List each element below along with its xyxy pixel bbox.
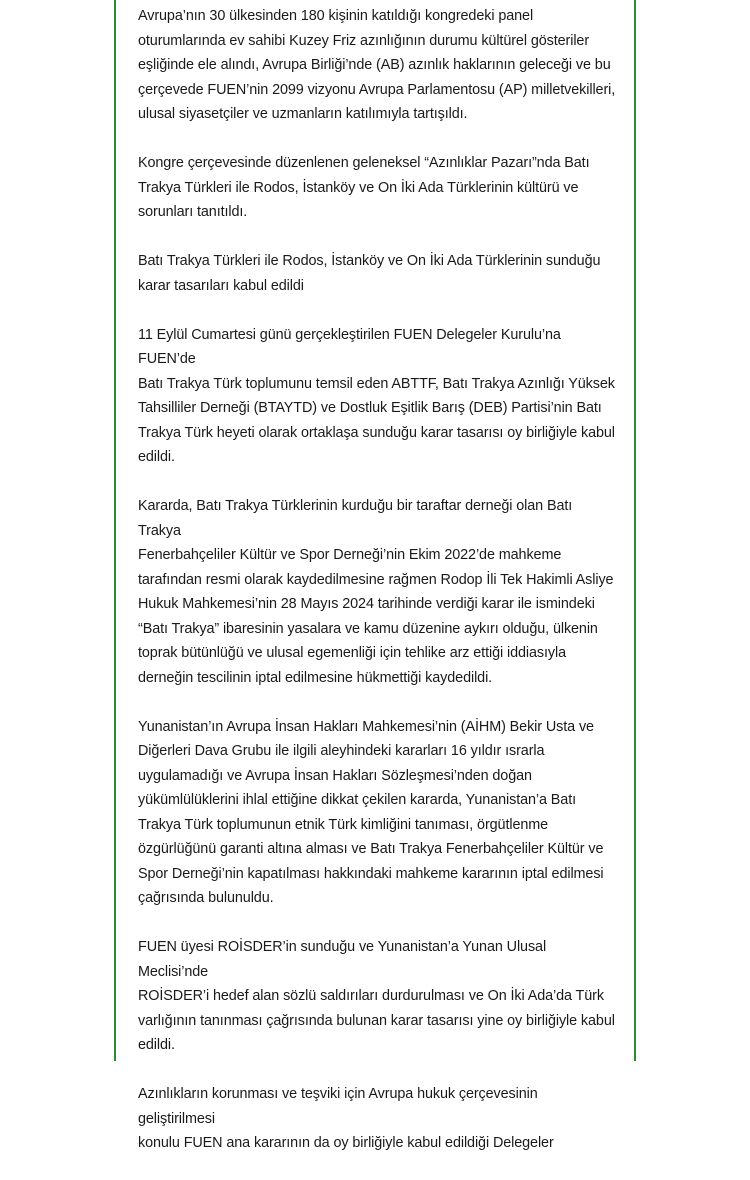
paragraph-fenerbahce-association: Kararda, Batı Trakya Türklerinin kurduğu bir taraftar derneği olan Batı Trakya Fenerbahçeliler Kültür ve Spor Derneği’nin Ekim 2022’de mahkeme tarafından resmi olarak kaydedilmesine rağmen Rodop İli Tek Hakimli Asliye Hukuk Mahkemesi’nin 28 Mayıs 2024 tarihinde verdiği karar ile ismindeki “Batı Trakya” ibaresinin yasalara ve kamu düzenine aykırı olduğu, ülkenin toprak bütünlüğü ve ulusal egemenliği için tehlike arz ettiği iddiasıyla derneğin tescilinin iptal edilmesine hükmettiği kaydedildi. xyxy=(138,498,614,686)
right-border-rule xyxy=(634,0,636,1061)
paragraph-roisder-resolution: FUEN üyesi ROİSDER’in sunduğu ve Yunanistan’a Yunan Ulusal Meclisi’nde ROİSDER’i hedef alan sözlü saldırıları durdurulması ve On İki Ada’da Türk varlığının tanınması çağrısında bulunan karar tasarısı yine oy birliğiyle kabul edildi. xyxy=(138,939,615,1053)
article-body xyxy=(138,4,618,1180)
paragraph-minorities-market: Kongre çerçevesinde düzenlenen geleneksel “Azınlıklar Pazarı”nda Batı Trakya Türkleri ile Rodos, İstanköy ve On İki Ada Türklerinin kültürü ve sorunları tanıtıldı. xyxy=(138,155,590,220)
paragraph-echr-judgments: Yunanistan’ın Avrupa İnsan Hakları Mahkemesi’nin (AİHM) Bekir Usta ve Diğerleri Dava Grubu ile ilgili aleyhindeki kararları 16 yıldır ısrarla uygulamadığı ve Avrupa İnsan Hakları Sözleşmesi’nden doğan yükümlülüklerini ihlal ettiğine dikkat çekilen kararda, Yunanistan’a Batı Trakya Türk toplumunun etnik Türk kimliğini tanıması, örgütlenme özgürlüğünü garanti altına alması ve Batı Trakya Fenerbahçeliler Kültür ve Spor Derneği’nin kapatılması hakkındaki mahkeme kararının iptal edilmesi çağrısında bulunuldu. xyxy=(138,718,604,906)
paragraph-delegates-assembly: 11 Eylül Cumartesi günü gerçekleştirilen FUEN Delegeler Kurulu’na FUEN’de Batı Trakya Türk toplumunu temsil eden ABTTF, Batı Trakya Azınlığı Yüksek Tahsilliler Derneği (BTAYTD) ve Dostluk Eşitlik Barış (DEB) Partisi’nin Batı Trakya Türk heyeti olarak ortaklaşa sunduğu karar tasarısı oy birliğiyle kabul edildi. xyxy=(138,326,615,465)
paragraph-subheading-resolutions: Batı Trakya Türkleri ile Rodos, İstanköy ve On İki Ada Türklerinin sunduğu karar tasarıları kabul edildi xyxy=(138,253,601,294)
paragraph-fuen-main-resolution: Azınlıkların korunması ve teşviki için Avrupa hukuk çerçevesinin geliştirilmesi konulu FUEN ana kararının da oy birliğiyle kabul edildiği Delegeler xyxy=(138,1086,554,1151)
left-border-rule xyxy=(114,0,116,1061)
paragraph-congress-panels: Avrupa’nın 30 ülkesinden 180 kişinin katıldığı kongredeki panel oturumlarında ev sahibi Kuzey Friz azınlığının durumu kültürel gösteriler eşliğinde ele alındı, Avrupa Birliği’nde (AB) azınlık haklarının geleceği ve bu çerçevede FUEN’nin 2099 vizyonu Avrupa Parlamentosu (AP) milletvekilleri, ulusal siyasetçiler ve uzmanların katılımıyla tartışıldı. xyxy=(138,8,616,122)
